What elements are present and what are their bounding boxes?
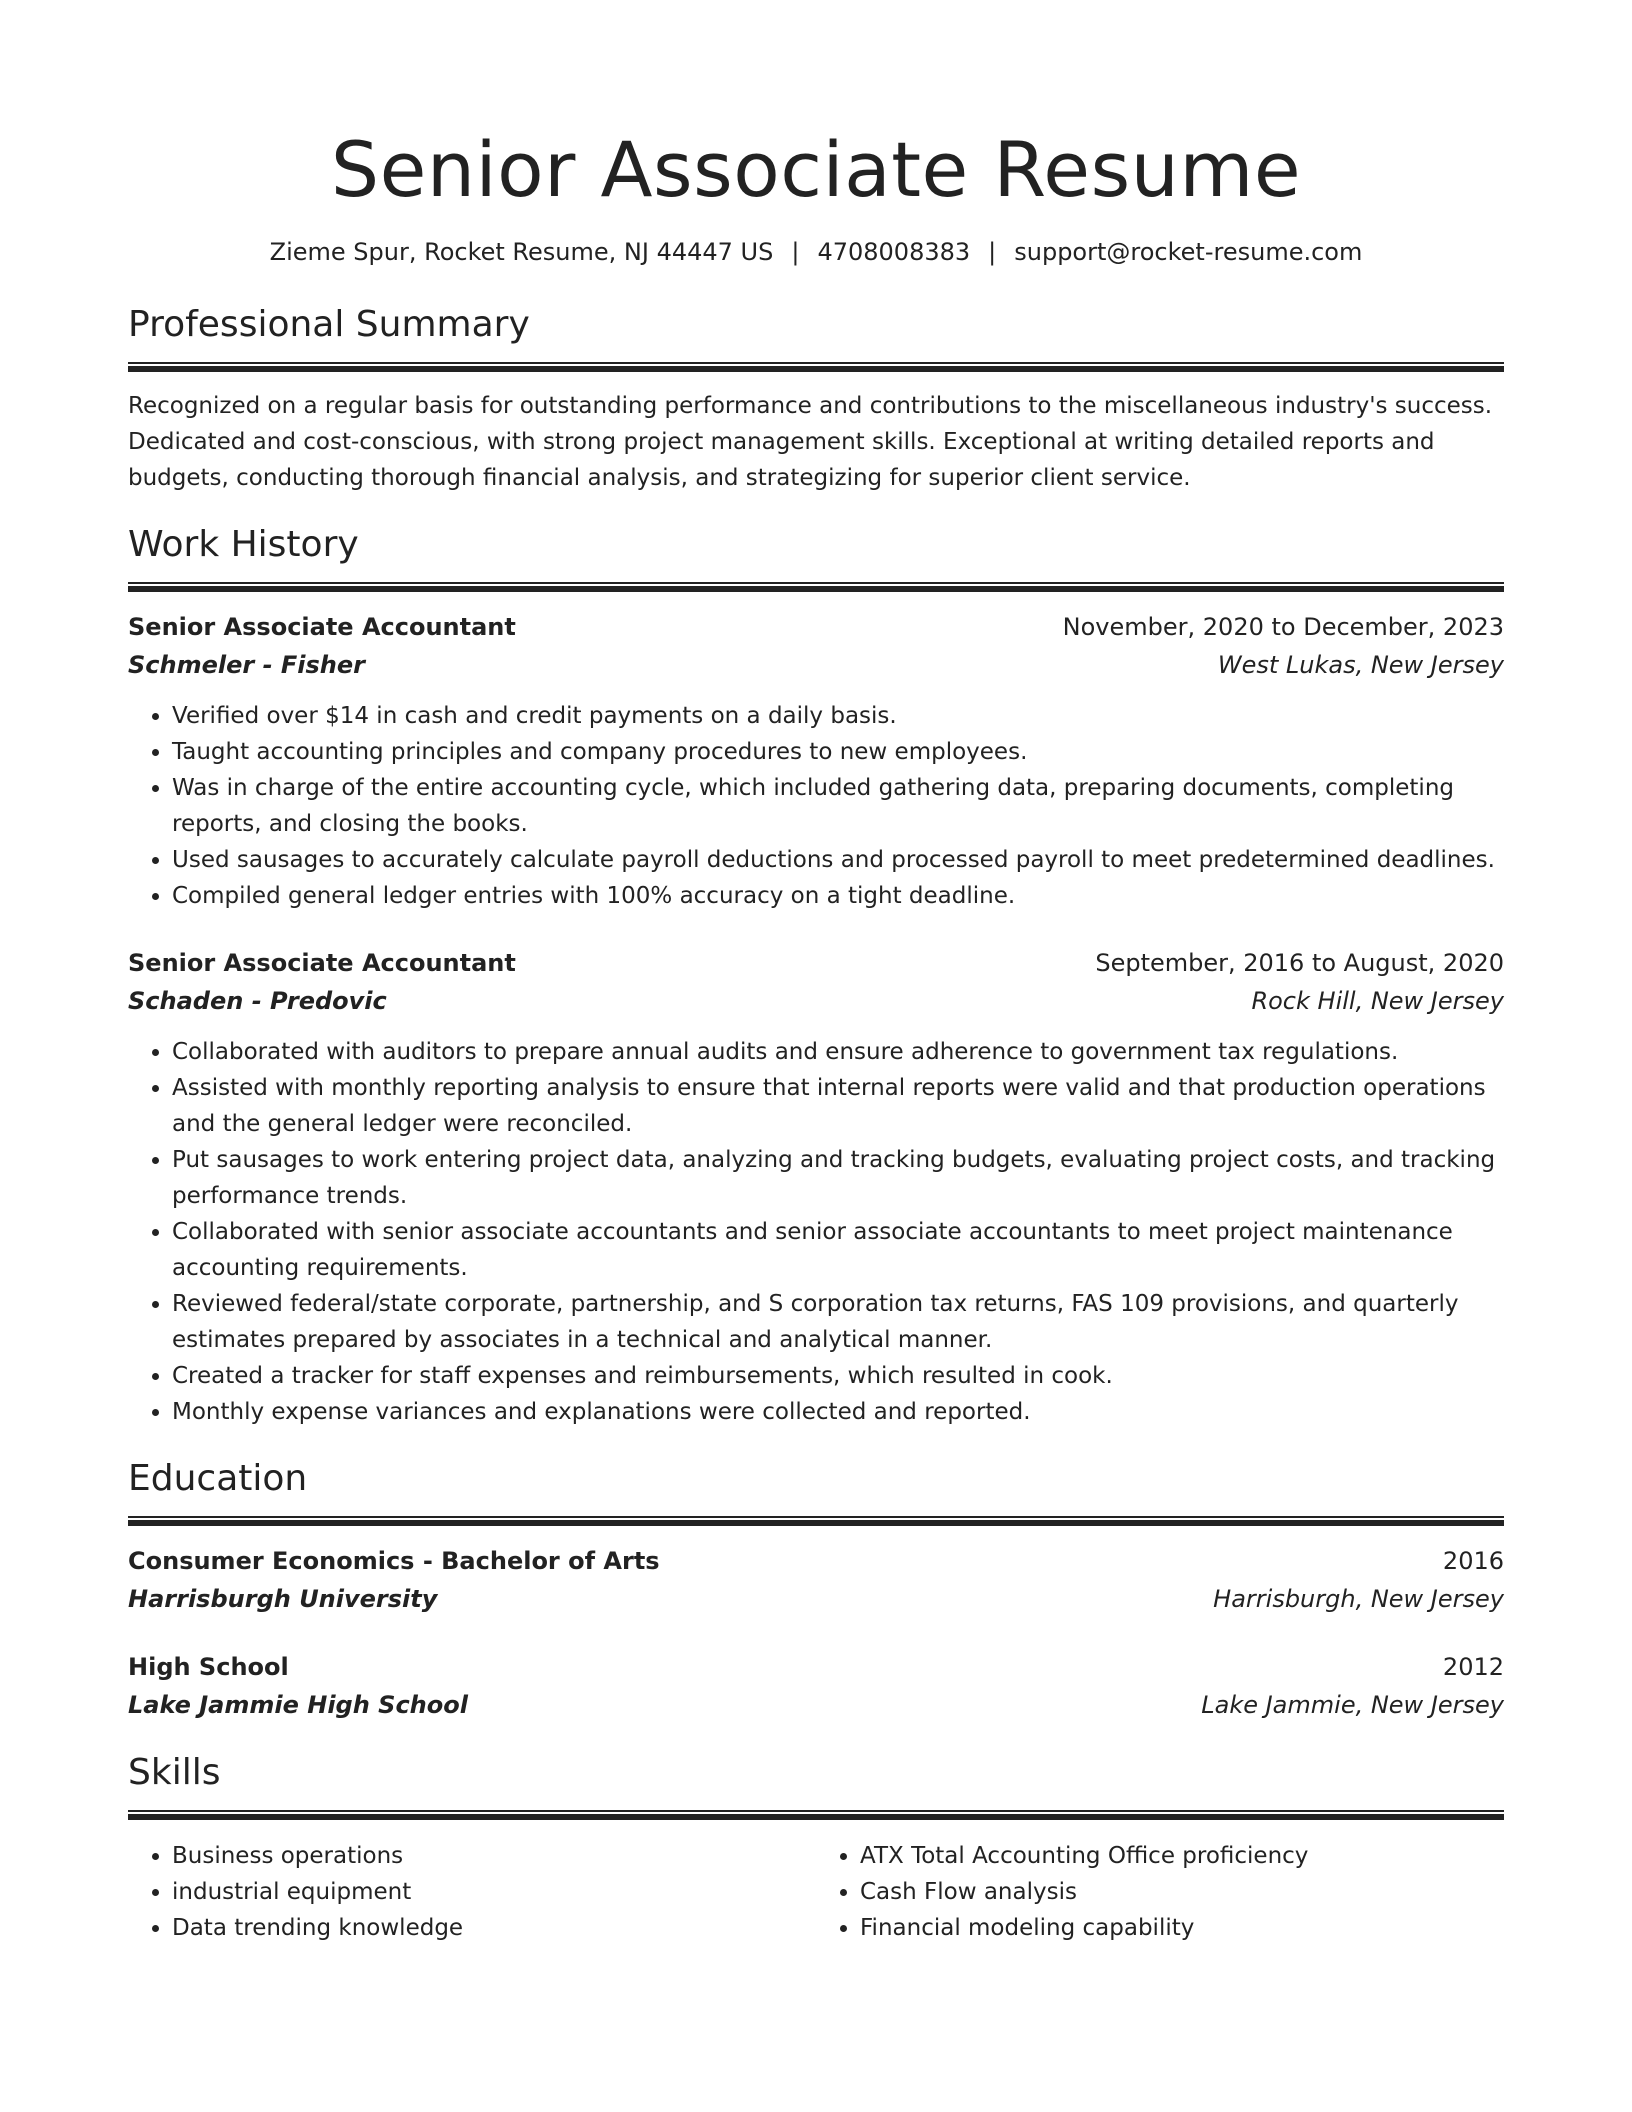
skill-item: • Financial modeling capability [860,1910,1504,1946]
resume-title: Senior Associate Resume [330,125,1302,214]
section-divider [128,582,1504,592]
contact-separator: | [988,238,997,266]
job-bullet: • Monthly expense variances and explanations were collected and reported. [172,1394,1504,1430]
section-skills [128,1750,1504,1946]
section-heading-summary: Professional Summary [128,304,530,345]
job-company-row [128,982,1504,1020]
job-dates: November, 2020 to December, 2023 [1062,613,1504,641]
job-entry [128,944,1504,1430]
section-divider [128,1516,1504,1526]
section-divider [128,1810,1504,1820]
job-dates: September, 2016 to August, 2020 [1095,949,1504,977]
job-bullet: • Created a tracker for staff expenses and reimbursements, which resulted in cook. [172,1358,1504,1394]
job-header-row [128,944,1504,982]
job-title: Senior Associate Accountant [128,949,516,977]
job-bullet: • Taught accounting principles and company procedures to new employees. [172,734,1504,770]
education-header-row [128,1542,1504,1580]
job-bullet: • Reviewed federal/state corporate, partnership, and S corporation tax returns, FAS 109 provisions, and quarterly estimates prepared by associates in a technical and analytical manner. [172,1286,1504,1358]
job-header-row [128,608,1504,646]
skills-grid [128,1838,1504,1946]
education-school: Harrisburgh University [128,1585,438,1613]
job-bullet: • Compiled general ledger entries with 100% accuracy on a tight deadline. [172,878,1504,914]
job-title: Senior Associate Accountant [128,613,516,641]
education-location: Harrisburgh, New Jersey [1213,1585,1504,1613]
job-bullet: • Put sausages to work entering project data, analyzing and tracking budgets, evaluating project costs, and tracking performance trends. [172,1142,1504,1214]
job-entry [128,608,1504,914]
contact-line [128,236,1504,268]
contact-separator: | [791,238,800,266]
education-school: Lake Jammie High School [128,1691,468,1719]
job-location: Rock Hill, New Jersey [1251,987,1504,1015]
summary-text: Recognized on a regular basis for outstanding performance and contributions to the miscellaneous industry's success. Dedicated and cost-conscious, with strong project management skills. Exceptional at writing detailed reports and budgets, conducting thorough financial analysis, and strategizing for superior client service. [128,393,1493,491]
education-location: Lake Jammie, New Jersey [1201,1691,1504,1719]
skills-list [816,1838,1504,1946]
job-bullet: • Collaborated with senior associate accountants and senior associate accountants to meet project maintenance accounting requirements. [172,1214,1504,1286]
skill-item: • ATX Total Accounting Office proficiency [860,1838,1504,1874]
section-work-history [128,522,1504,1430]
education-year: 2016 [1442,1547,1504,1575]
contact-phone: 4708008383 [817,238,971,266]
skill-item: • Cash Flow analysis [860,1874,1504,1910]
skills-list [128,1838,816,1946]
section-summary [128,302,1504,496]
skill-item: • Data trending knowledge [172,1910,816,1946]
education-entry [128,1648,1504,1724]
job-company: Schmeler - Fisher [128,651,365,679]
section-divider [128,362,1504,372]
section-heading-skills: Skills [128,1752,221,1793]
job-bullet: • Verified over $14 in cash and credit payments on a daily basis. [172,698,1504,734]
job-location: West Lukas, New Jersey [1217,651,1504,679]
education-header-row [128,1648,1504,1686]
section-education [128,1456,1504,1724]
skill-item: • Business operations [172,1838,816,1874]
education-degree: Consumer Economics - Bachelor of Arts [128,1547,660,1575]
contact-email: support@rocket-resume.com [1014,238,1363,266]
job-bullets [128,1034,1504,1430]
education-school-row [128,1686,1504,1724]
job-company: Schaden - Predovic [128,987,387,1015]
contact-address: Zieme Spur, Rocket Resume, NJ 44447 US [269,238,774,266]
education-degree: High School [128,1653,289,1681]
skills-column-right [816,1838,1504,1946]
education-entry [128,1542,1504,1618]
job-company-row [128,646,1504,684]
section-heading-work: Work History [128,524,359,565]
section-heading-education: Education [128,1458,308,1499]
job-bullets [128,698,1504,914]
job-bullet: • Used sausages to accurately calculate payroll deductions and processed payroll to meet predetermined deadlines. [172,842,1504,878]
skills-column-left [128,1838,816,1946]
skill-item: • industrial equipment [172,1874,816,1910]
education-school-row [128,1580,1504,1618]
job-bullet: • Assisted with monthly reporting analysis to ensure that internal reports were valid and that production operations and the general ledger were reconciled. [172,1070,1504,1142]
job-bullet: • Collaborated with auditors to prepare annual audits and ensure adherence to government tax regulations. [172,1034,1504,1070]
job-bullet: • Was in charge of the entire accounting cycle, which included gathering data, preparing documents, completing reports, and closing the books. [172,770,1504,842]
education-year: 2012 [1442,1653,1504,1681]
